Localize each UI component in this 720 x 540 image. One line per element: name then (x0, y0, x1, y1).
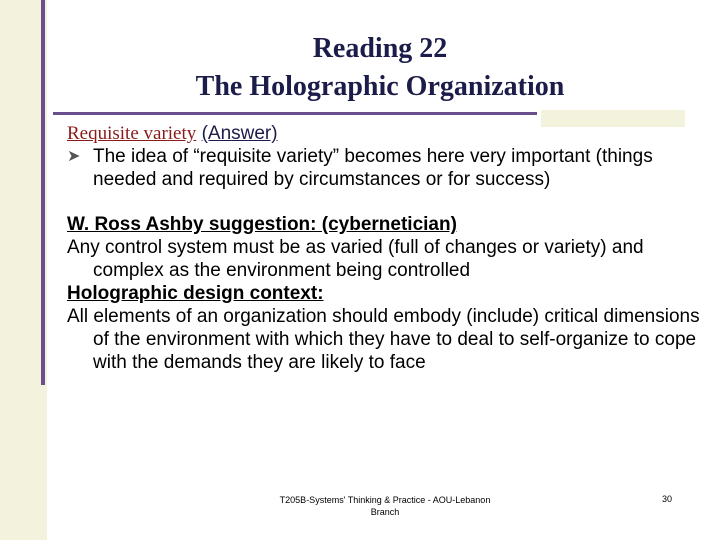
answer-label: (Answer) (201, 123, 278, 144)
requisite-variety-heading: Requisite variety (67, 123, 197, 144)
slide-body (67, 122, 707, 374)
left-decor-bar (0, 0, 47, 540)
arrow-bullet-icon: ➤ (67, 148, 81, 165)
ashby-text: Any control system must be as varied (full of changes or variety) and complex as the environment being controlled (67, 237, 644, 281)
bullet-item (67, 145, 707, 191)
holographic-design-heading: Holographic design context: (67, 283, 324, 304)
slide-title (60, 30, 700, 106)
ashby-heading: W. Ross Ashby suggestion: (cybernetician) (67, 214, 457, 235)
title-underline-rule (53, 112, 537, 115)
title-line-2: The Holographic Organization (195, 71, 565, 102)
title-line-1: Reading 22 (312, 33, 448, 64)
page-number: 30 (662, 494, 673, 504)
section-requisite-variety (67, 122, 707, 145)
footer-text: T205B-Systems' Thinking & Practice - AOU-Lebanon Branch (279, 495, 491, 517)
bullet-text: The idea of “requisite variety” becomes here very important (things needed and required by circumstances or for success) (93, 146, 653, 190)
left-accent-rule (41, 0, 45, 385)
holographic-design-text: All elements of an organization should embody (include) critical dimensions of the environment with which they have to deal to self-organize to cope with the demands they are likely to face (67, 306, 700, 373)
